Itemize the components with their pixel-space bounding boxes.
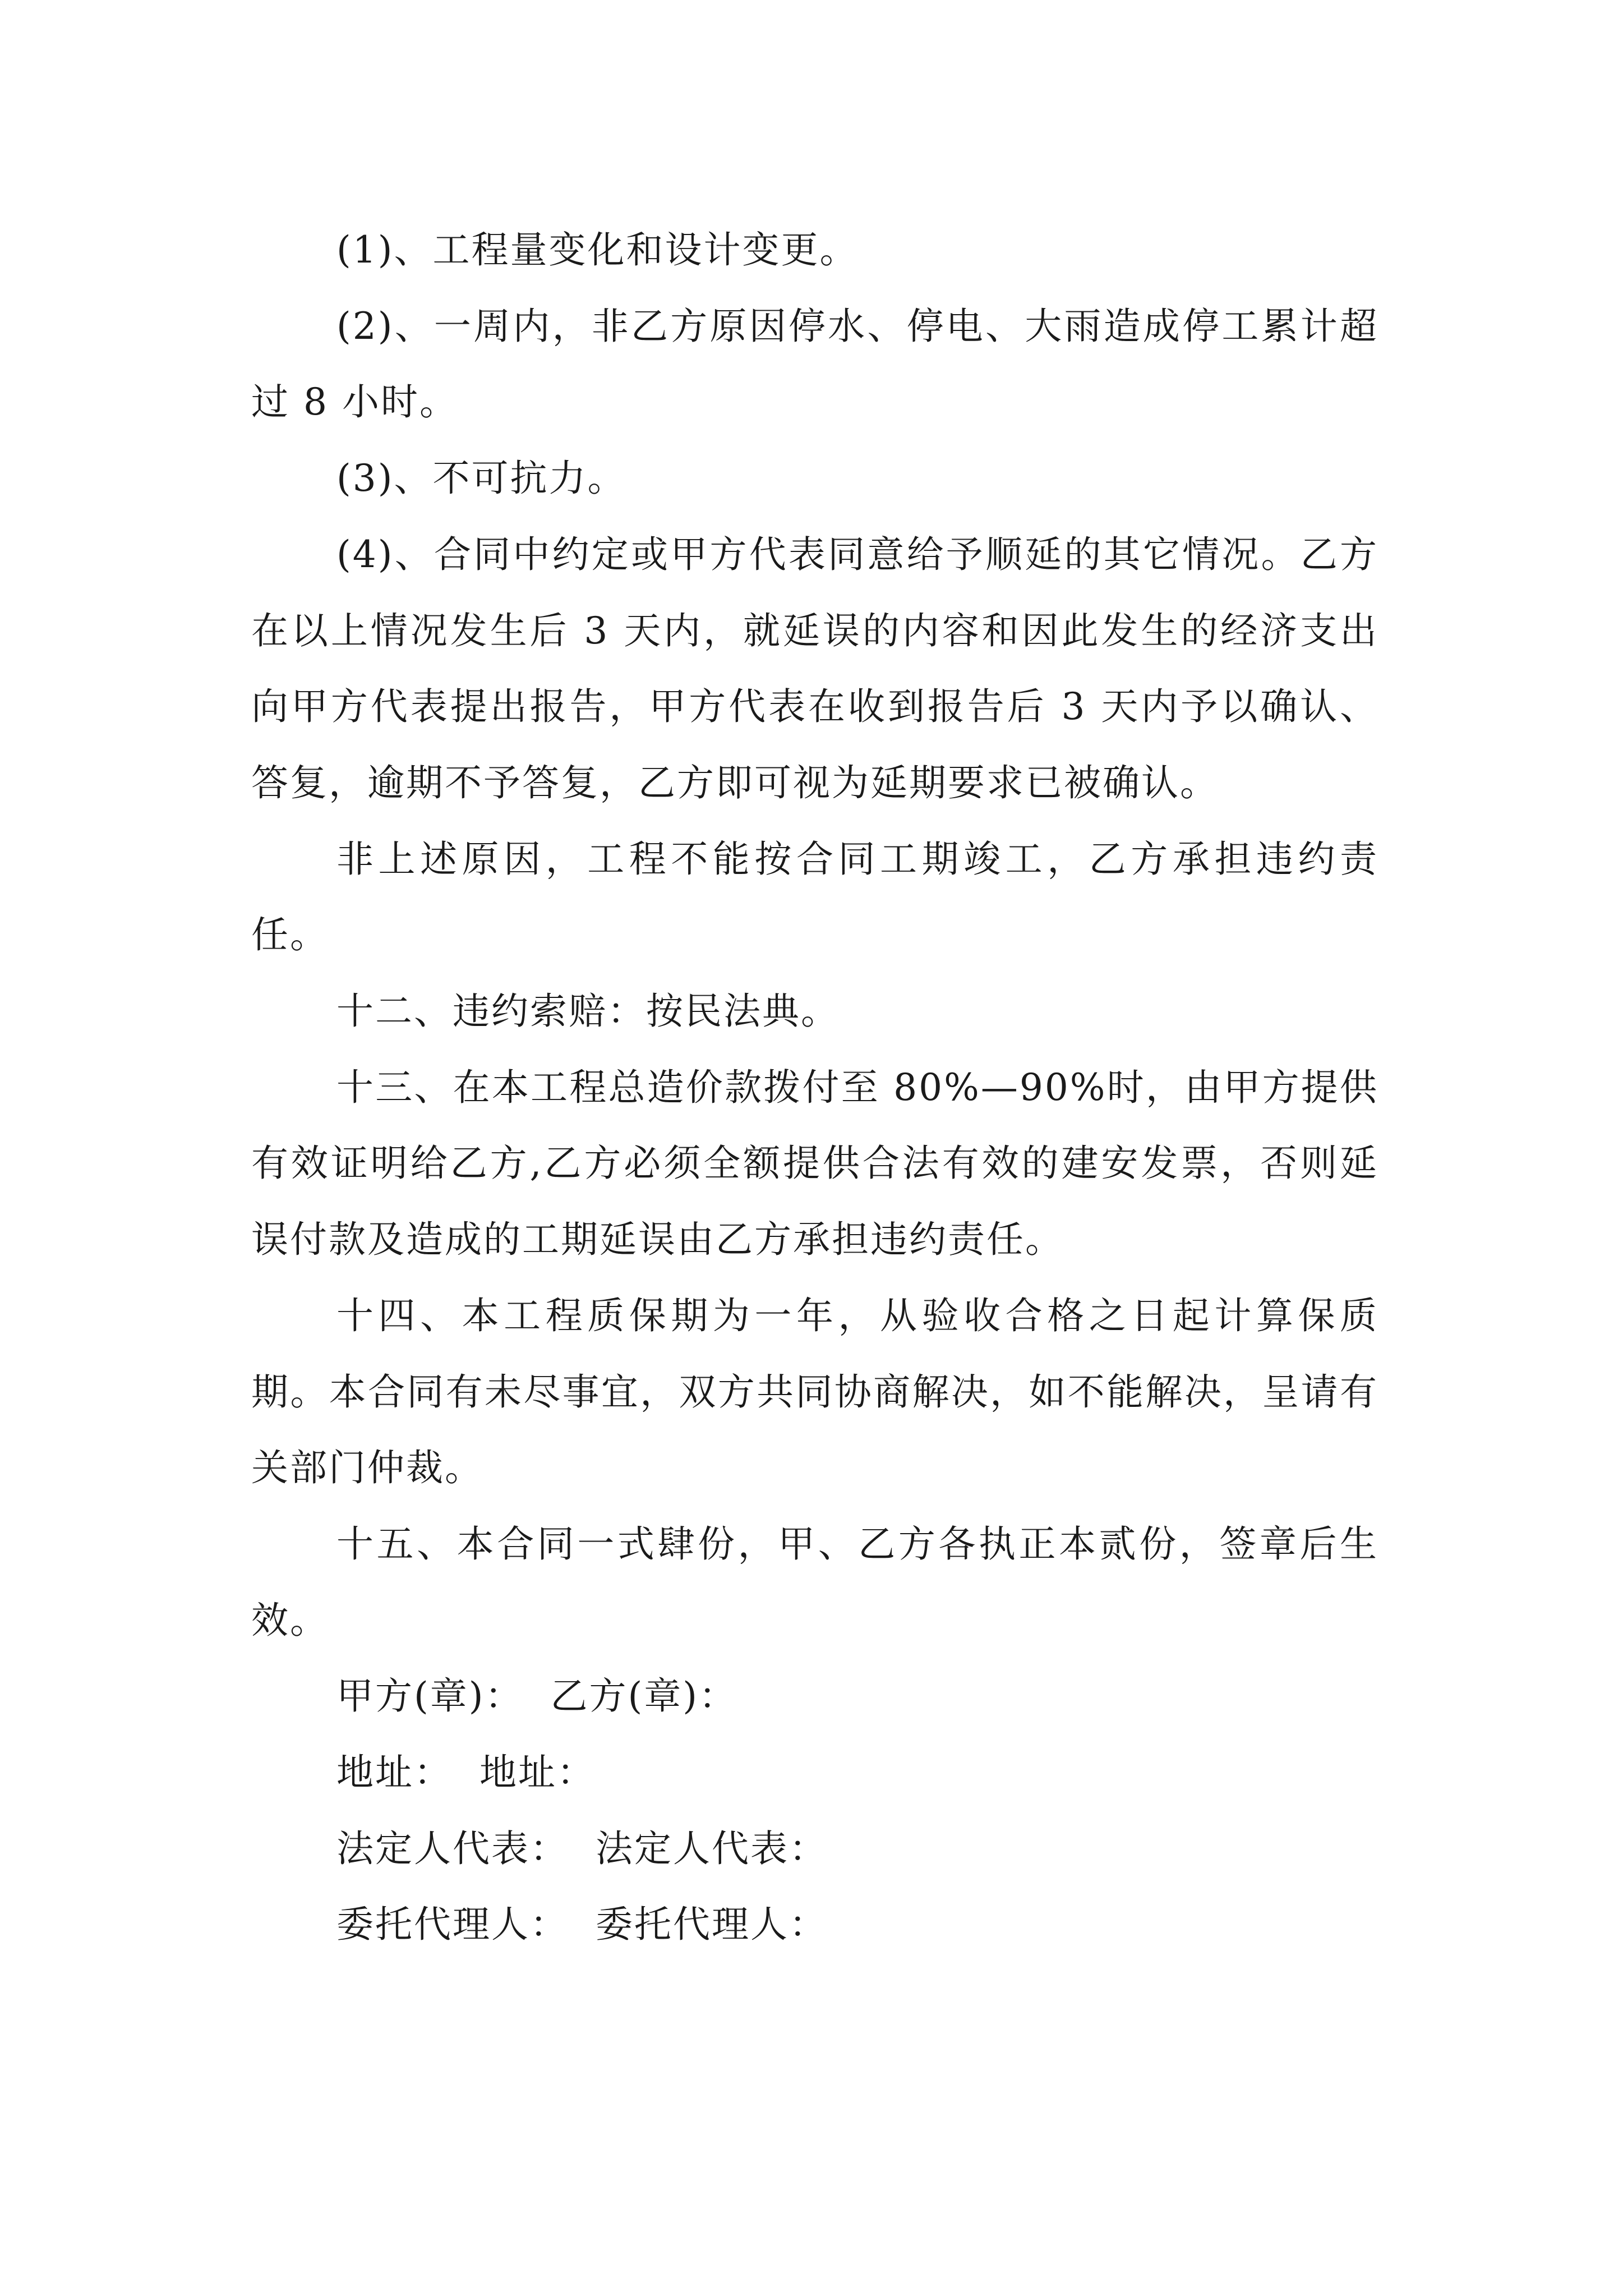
clause-delay-cause-1: (1)、工程量变化和设计变更。 — [336, 228, 859, 272]
signature-agent-line: 委托代理人： 委托代理人： — [336, 1903, 828, 1947]
clause-delay-cause-4: (4)、合同中约定或甲方代表同意给予顺延的其它情况。乙方在以上情况发生后 3 天内，就延误的内容和因此发生的经济支出向甲方代表提出报告，甲方代表在收到报告后 3 天内予以确认、答复，逾期不予答复，乙方即可视为延期要求已被确认。 — [251, 532, 1378, 804]
clause-breach-responsibility: 非上述原因，工程不能按合同工期竣工，乙方承担违约责任。 — [251, 837, 1378, 957]
clause-14-warranty: 十四、本工程质保期为一年，从验收合格之日起计算保质期。本合同有未尽事宜，双方共同协商解决，如不能解决，呈请有关部门仲裁。 — [251, 1294, 1378, 1490]
clause-15-copies: 十五、本合同一式肆份，甲、乙方各执正本贰份，签章后生效。 — [251, 1522, 1378, 1642]
clause-12-claims: 十二、违约索赔：按民法典。 — [336, 990, 840, 1033]
clause-delay-cause-3: (3)、不可抗力。 — [336, 457, 626, 500]
signature-address-line: 地址： 地址： — [336, 1751, 596, 1795]
document-body — [251, 212, 1378, 1963]
clause-13-invoice: 十三、在本工程总造价款拨付至 80%—90%时，由甲方提供有效证明给乙方,乙方必须全额提供合法有效的建安发票，否则延误付款及造成的工期延误由乙方承担违约责任。 — [251, 1065, 1378, 1262]
signature-seal-line: 甲方(章)： 乙方(章)： — [336, 1674, 737, 1718]
signature-legal-rep-line: 法定人代表： 法定人代表： — [336, 1826, 828, 1870]
clause-delay-cause-2: (2)、一周内，非乙方原因停水、停电、大雨造成停工累计超过 8 小时。 — [251, 304, 1378, 424]
